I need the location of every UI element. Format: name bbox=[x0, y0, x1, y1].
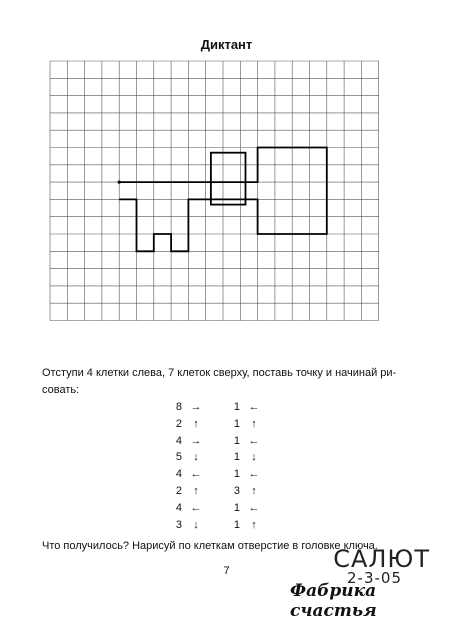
step-count: 1 bbox=[233, 451, 240, 464]
step-count: 2 bbox=[175, 417, 182, 430]
dictation-step-left bbox=[170, 519, 206, 535]
start-dot bbox=[118, 181, 121, 184]
step-count: 1 bbox=[233, 434, 240, 447]
arrow-down-icon: ↓ bbox=[193, 451, 199, 464]
dictation-step-right bbox=[228, 468, 264, 484]
step-count: 5 bbox=[175, 451, 182, 464]
step-count: 1 bbox=[233, 417, 240, 430]
dictation-step-left bbox=[170, 468, 206, 484]
arrow-left-icon: ← bbox=[248, 434, 260, 447]
arrow-up-icon: ↑ bbox=[251, 518, 257, 531]
step-count: 3 bbox=[233, 485, 240, 497]
page-number: 7 bbox=[223, 565, 230, 577]
step-count: 8 bbox=[175, 401, 182, 413]
page-title: Диктант bbox=[200, 37, 253, 52]
arrow-left-icon: ← bbox=[248, 501, 260, 514]
arrow-left-icon: ← bbox=[190, 468, 202, 481]
arrow-up-icon: ↑ bbox=[251, 485, 257, 497]
arrow-up-icon: ↑ bbox=[251, 417, 257, 430]
publisher-logo bbox=[290, 545, 450, 621]
dictation-step-left bbox=[170, 418, 206, 434]
arrow-right-icon: → bbox=[190, 434, 202, 447]
arrow-left-icon: ← bbox=[190, 501, 202, 514]
publisher-phone: 2-3-05 bbox=[347, 569, 402, 587]
arrow-left-icon: ← bbox=[248, 468, 260, 481]
step-count: 1 bbox=[233, 401, 240, 413]
dictation-step-right bbox=[228, 451, 264, 467]
step-count: 1 bbox=[233, 501, 240, 514]
step-count: 4 bbox=[175, 501, 182, 514]
instruction-text: Отступи 4 клетки слева, 7 клеток сверху, поставь точку и начинай ри- совать: bbox=[42, 367, 397, 396]
step-count: 4 bbox=[175, 468, 182, 481]
dictation-step-right bbox=[228, 485, 264, 501]
dictation-step-right bbox=[228, 435, 264, 451]
publisher-slogan: Фабрика счастья bbox=[290, 581, 377, 621]
dictation-step-left bbox=[170, 435, 206, 451]
dictation-step-right bbox=[228, 418, 264, 434]
dictation-step-left bbox=[170, 451, 206, 467]
step-count: 2 bbox=[175, 485, 182, 497]
arrow-up-icon: ↑ bbox=[193, 485, 199, 497]
step-count: 4 bbox=[175, 434, 182, 447]
grid-canvas bbox=[49, 60, 380, 322]
question-text: Что получилось? Нарисуй по клеткам отверстие в головке ключа. bbox=[42, 540, 378, 552]
arrow-down-icon: ↓ bbox=[193, 518, 199, 531]
arrow-right-icon: → bbox=[190, 401, 202, 413]
dictation-step-left bbox=[170, 502, 206, 518]
arrow-left-icon: ← bbox=[248, 401, 260, 413]
drawing-grid bbox=[49, 60, 380, 327]
dictation-step-right bbox=[228, 401, 264, 417]
arrow-down-icon: ↓ bbox=[251, 451, 257, 464]
dictation-step-left bbox=[170, 485, 206, 501]
step-count: 1 bbox=[233, 518, 240, 531]
dictation-step-right bbox=[228, 519, 264, 535]
step-count: 1 bbox=[233, 468, 240, 481]
step-count: 3 bbox=[175, 518, 182, 531]
arrow-up-icon: ↑ bbox=[193, 417, 199, 430]
dictation-step-left bbox=[170, 401, 206, 417]
dictation-step-right bbox=[228, 502, 264, 518]
publisher-name: САЛЮТ bbox=[333, 545, 430, 573]
